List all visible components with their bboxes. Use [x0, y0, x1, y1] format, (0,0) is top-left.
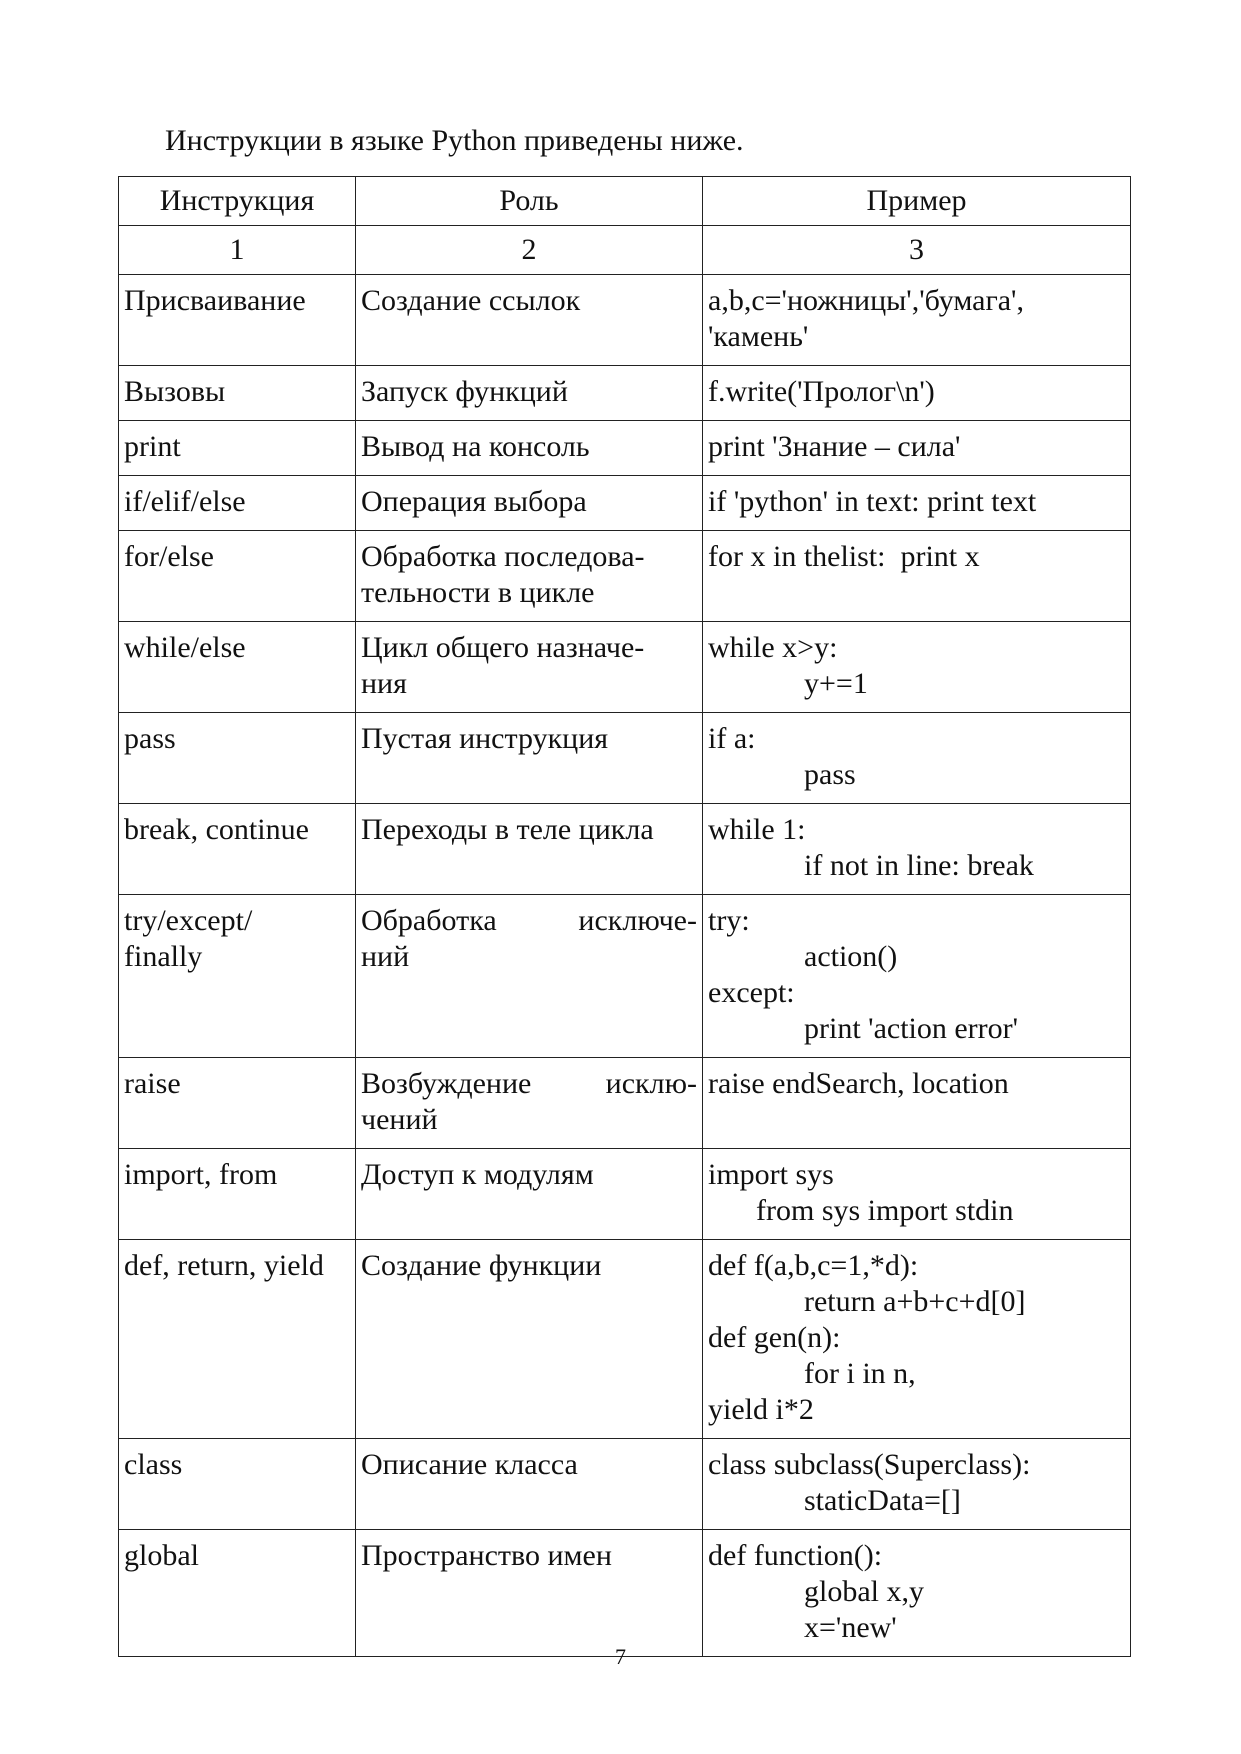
role-word: исклю- [605, 1067, 697, 1100]
role-text: Обработка последова- [361, 540, 645, 573]
table-row [119, 366, 1131, 421]
table-row [119, 1439, 1131, 1530]
column-number-1: 1 [119, 226, 356, 275]
role-text: Описание класса [361, 1448, 578, 1481]
role-text-justified [361, 1066, 697, 1102]
role-text: Доступ к модулям [361, 1158, 594, 1191]
example-cell [703, 1149, 1131, 1240]
example-cell [703, 275, 1131, 366]
role-cell [356, 1058, 703, 1149]
instruction-cell [119, 366, 356, 421]
example-line: for x in thelist: print x [708, 540, 980, 573]
example-line: pass [804, 758, 856, 791]
instruction-cell [119, 1530, 356, 1657]
example-line: from sys import stdin [756, 1194, 1014, 1227]
role-text: тельности в цикле [361, 576, 595, 609]
example-line: try: [708, 904, 750, 937]
table-row [119, 476, 1131, 531]
instruction-text: pass [124, 722, 176, 755]
instruction-text: class [124, 1448, 183, 1481]
example-line: if a: [708, 722, 756, 755]
role-cell [356, 1240, 703, 1439]
instruction-cell [119, 895, 356, 1058]
role-text: Пространство имен [361, 1539, 612, 1572]
table-row [119, 1530, 1131, 1657]
example-line: while 1: [708, 813, 806, 846]
table-row [119, 1240, 1131, 1439]
instruction-cell [119, 622, 356, 713]
role-text: Создание функции [361, 1249, 602, 1282]
example-cell [703, 1439, 1131, 1530]
example-cell [703, 713, 1131, 804]
role-cell [356, 275, 703, 366]
example-line: staticData=[] [804, 1484, 961, 1517]
example-cell [703, 622, 1131, 713]
role-text: Запуск функций [361, 375, 568, 408]
role-word: исключе- [578, 904, 697, 937]
role-cell [356, 476, 703, 531]
example-line: except: [708, 976, 795, 1009]
table-row [119, 1149, 1131, 1240]
instruction-text: for/else [124, 540, 214, 573]
instruction-text: def, return, yield [124, 1249, 324, 1282]
instruction-text: if/elif/else [124, 485, 246, 518]
instruction-cell [119, 713, 356, 804]
role-cell [356, 1439, 703, 1530]
role-cell [356, 895, 703, 1058]
column-number-row [119, 226, 1131, 275]
example-line: print 'action error' [804, 1012, 1019, 1045]
instruction-text: try/except/ [124, 904, 253, 937]
header-instruction: Инструкция [119, 177, 356, 226]
instruction-cell [119, 1149, 356, 1240]
example-line: if 'python' in text: print text [708, 485, 1037, 518]
example-cell [703, 476, 1131, 531]
role-cell [356, 1530, 703, 1657]
role-text-justified [361, 903, 697, 939]
table-row [119, 713, 1131, 804]
example-line: while x>y: [708, 631, 838, 664]
example-cell [703, 421, 1131, 476]
role-text: Операция выбора [361, 485, 587, 518]
instruction-cell [119, 421, 356, 476]
example-line: f.write('Пролог\n') [708, 375, 935, 408]
example-line: def function(): [708, 1539, 883, 1572]
example-line: raise endSearch, location [708, 1067, 1009, 1100]
instruction-cell [119, 275, 356, 366]
example-cell [703, 1240, 1131, 1439]
role-cell [356, 421, 703, 476]
role-text: чений [361, 1103, 438, 1136]
example-line: for i in n, [804, 1357, 916, 1390]
example-line: def gen(n): [708, 1321, 841, 1354]
instruction-text: break, continue [124, 813, 309, 846]
role-cell [356, 366, 703, 421]
instruction-text: Присваивание [124, 284, 306, 317]
page-number: 7 [615, 1644, 626, 1669]
table-row [119, 622, 1131, 713]
example-line: x='new' [804, 1611, 897, 1644]
header-row [119, 177, 1131, 226]
instruction-text: finally [124, 940, 203, 973]
example-cell [703, 531, 1131, 622]
instruction-cell [119, 1439, 356, 1530]
example-cell [703, 804, 1131, 895]
instruction-cell [119, 531, 356, 622]
header-example: Пример [703, 177, 1131, 226]
column-number-2: 2 [356, 226, 703, 275]
example-line: print 'Знание – сила' [708, 430, 961, 463]
instruction-cell [119, 1240, 356, 1439]
instruction-text: raise [124, 1067, 181, 1100]
header-role: Роль [356, 177, 703, 226]
example-line: yield i*2 [708, 1393, 814, 1426]
intro-text: Инструкции в языке Python приведены ниже. [165, 124, 744, 157]
role-text: Вывод на консоль [361, 430, 590, 463]
role-text: Пустая инструкция [361, 722, 609, 755]
python-instructions-table [118, 176, 1131, 1657]
table-row [119, 895, 1131, 1058]
table-row [119, 275, 1131, 366]
role-text: ний [361, 940, 410, 973]
role-text: ния [361, 667, 407, 700]
role-text: Переходы в теле цикла [361, 813, 654, 846]
instruction-text: print [124, 430, 181, 463]
role-text: Цикл общего назначе- [361, 631, 645, 664]
example-line: global x,y [804, 1575, 924, 1608]
instruction-text: global [124, 1539, 199, 1572]
table-row [119, 531, 1131, 622]
example-line: y+=1 [804, 667, 868, 700]
instruction-cell [119, 476, 356, 531]
instruction-text: import, from [124, 1158, 278, 1191]
example-line: import sys [708, 1158, 834, 1191]
role-word: Возбуждение [361, 1067, 532, 1100]
example-line: if not in line: break [804, 849, 1034, 882]
example-cell [703, 366, 1131, 421]
example-cell [703, 1530, 1131, 1657]
instruction-text: while/else [124, 631, 246, 664]
example-line: return a+b+c+d[0] [804, 1285, 1026, 1318]
role-cell [356, 804, 703, 895]
role-cell [356, 1149, 703, 1240]
role-text: Создание ссылок [361, 284, 581, 317]
example-cell [703, 1058, 1131, 1149]
example-line: action() [804, 940, 898, 973]
role-cell [356, 622, 703, 713]
example-line: a,b,c='ножницы','бумага', [708, 284, 1024, 317]
example-line: def f(a,b,c=1,*d): [708, 1249, 919, 1282]
column-number-3: 3 [703, 226, 1131, 275]
table-row [119, 1058, 1131, 1149]
table-row [119, 804, 1131, 895]
role-cell [356, 713, 703, 804]
table-row [119, 421, 1131, 476]
example-cell [703, 895, 1131, 1058]
role-cell [356, 531, 703, 622]
role-word: Обработка [361, 904, 497, 937]
example-line: 'камень' [708, 320, 809, 353]
instruction-text: Вызовы [124, 375, 226, 408]
instruction-cell [119, 804, 356, 895]
instruction-cell [119, 1058, 356, 1149]
example-line: class subclass(Superclass): [708, 1448, 1031, 1481]
